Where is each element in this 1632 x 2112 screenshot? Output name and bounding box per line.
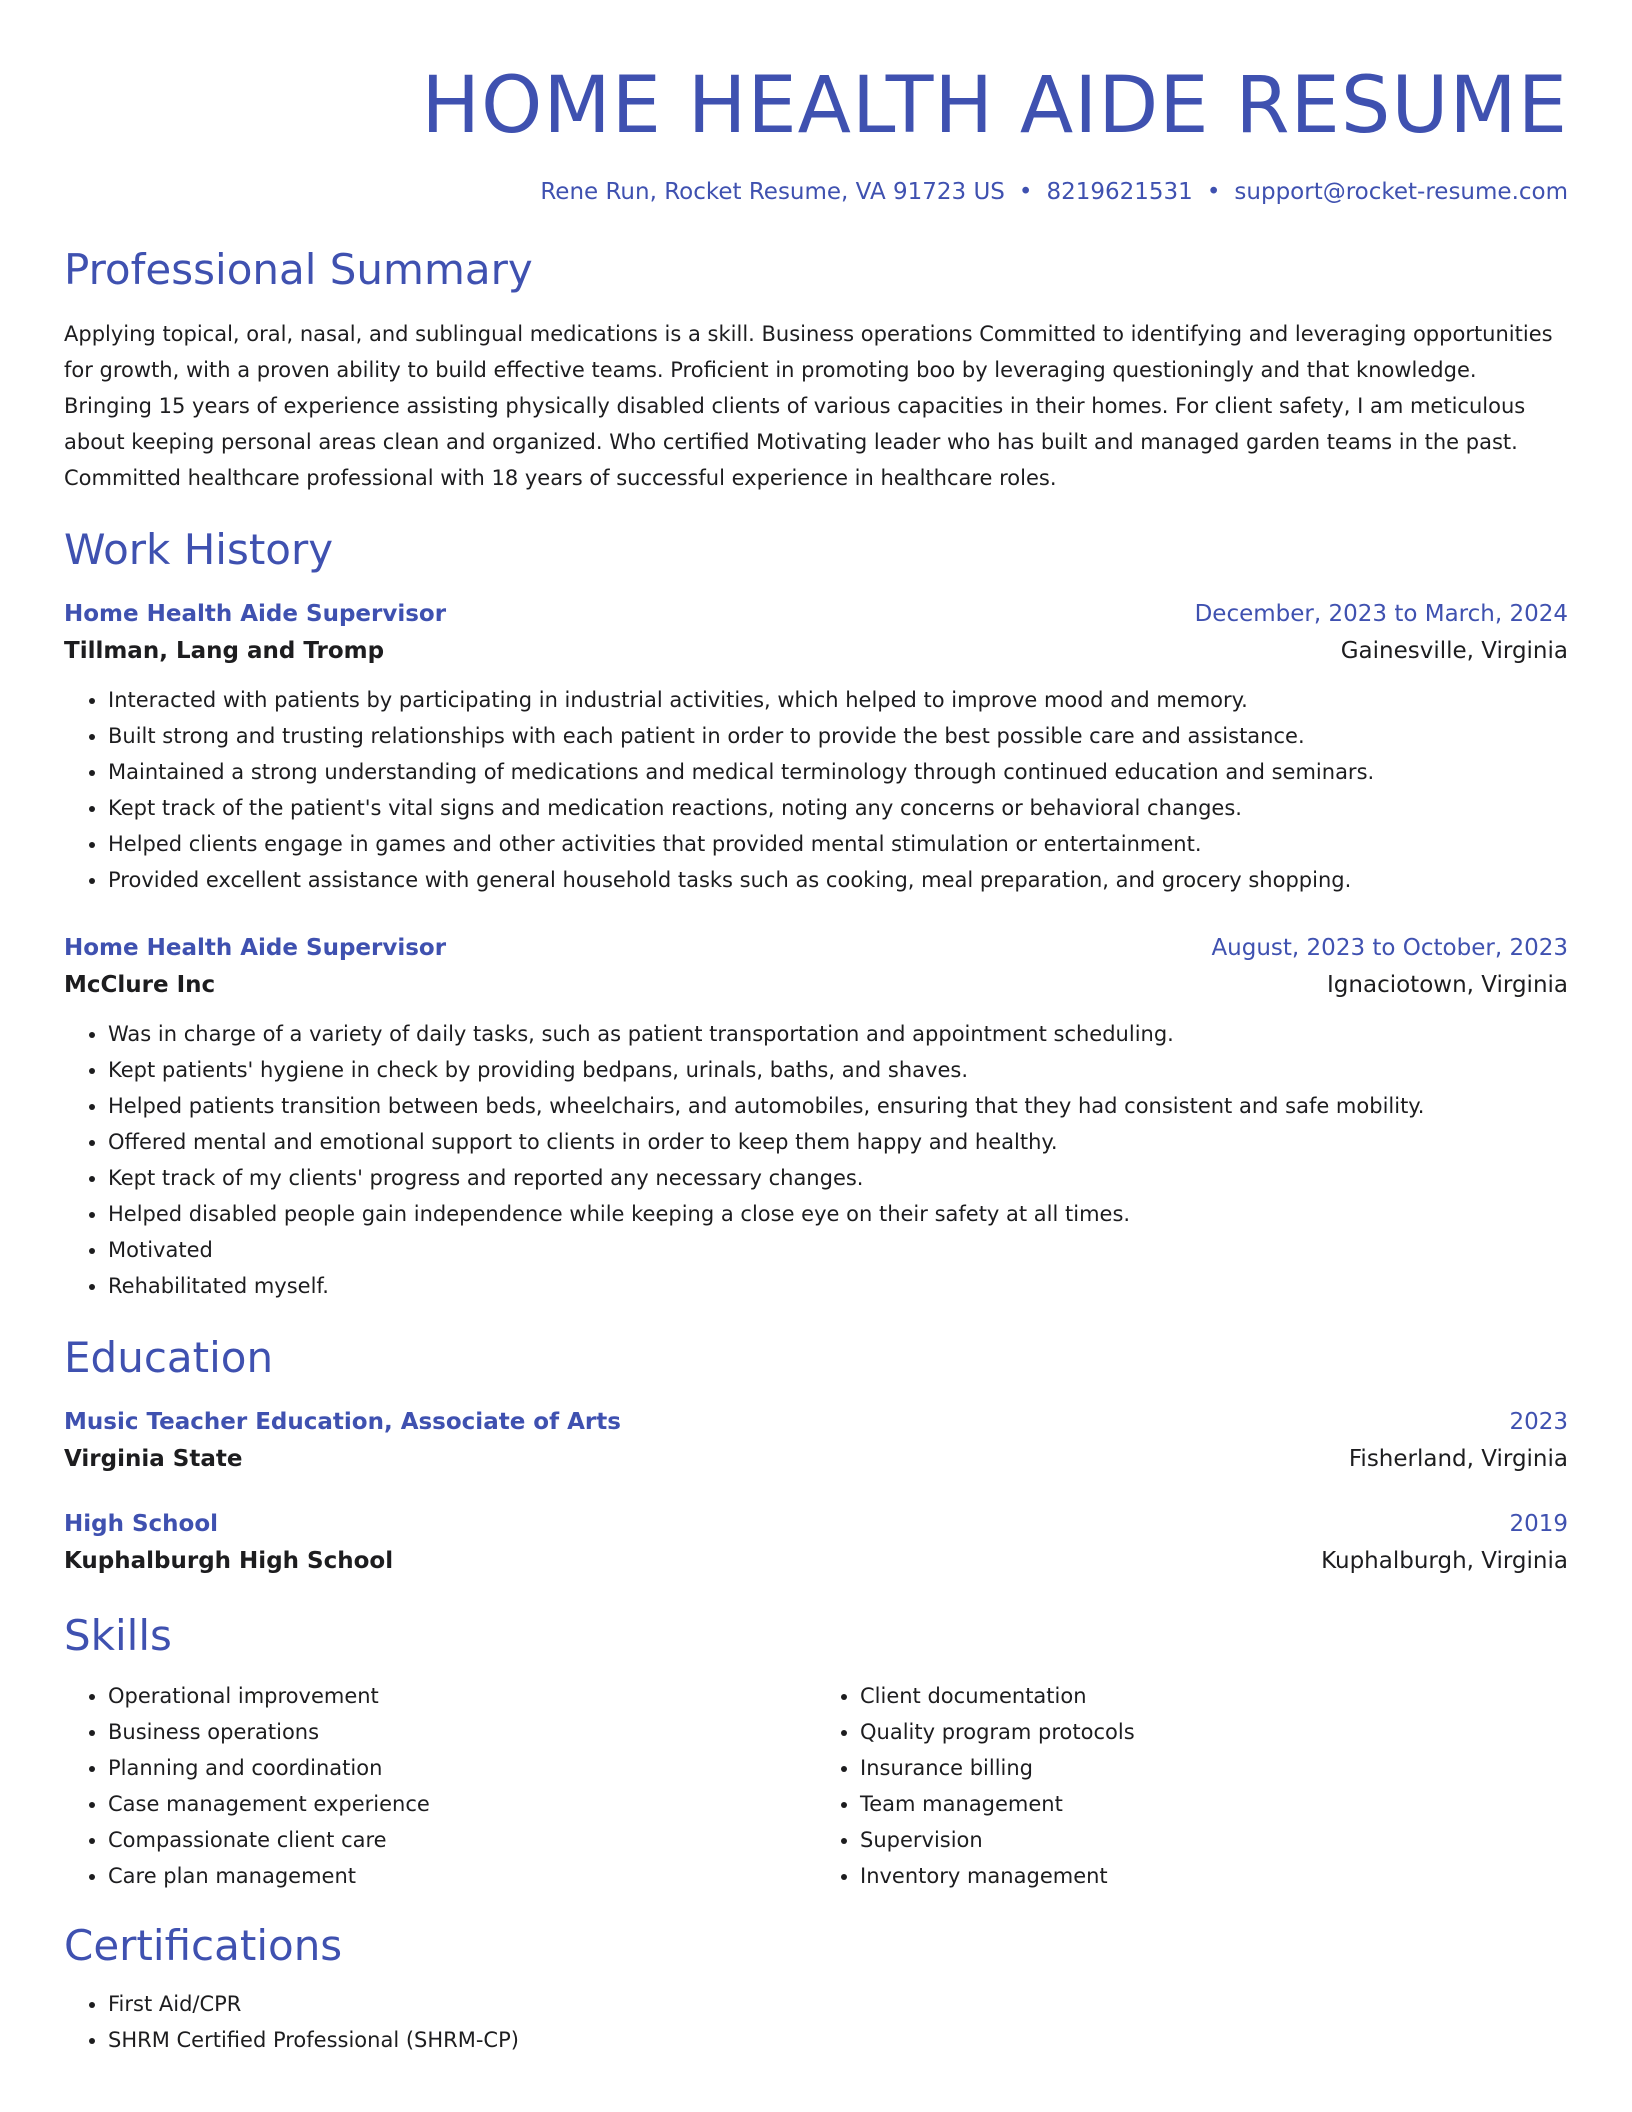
job-bullet: • Motivated: [108, 1232, 1568, 1268]
education-school: Kuphalburgh High School: [64, 1548, 394, 1574]
job-bullet: • Interacted with patients by participating in industrial activities, which helped to improve mood and memory.: [108, 682, 1568, 718]
skill-item: • Case management experience: [108, 1786, 816, 1822]
skills-list-right: [816, 1678, 1568, 1894]
job-dates: December, 2023 to March, 2024: [1194, 601, 1568, 627]
skill-item: • Supervision: [860, 1822, 1568, 1858]
job-title: Home Health Aide Supervisor: [64, 935, 447, 961]
job-bullets: [64, 682, 1568, 898]
certification-item: • SHRM Certified Professional (SHRM-CP): [108, 2022, 1568, 2058]
professional-summary-section: [64, 242, 1568, 496]
skill-item: • Care plan management: [108, 1858, 816, 1894]
job-bullet: • Kept track of the patient's vital signs and medication reactions, noting any concerns or behavioral changes.: [108, 790, 1568, 826]
education-header-row: [64, 1404, 1568, 1440]
job-bullet: • Offered mental and emotional support to clients in order to keep them happy and healthy.: [108, 1124, 1568, 1160]
education-degree: Music Teacher Education, Associate of Arts: [64, 1409, 621, 1435]
job-bullets: [64, 1016, 1568, 1304]
certification-item: • First Aid/CPR: [108, 1986, 1568, 2022]
job-title: Home Health Aide Supervisor: [64, 601, 447, 627]
skill-item: • Team management: [860, 1786, 1568, 1822]
skills-section: [64, 1608, 1568, 1894]
education-entry: [64, 1506, 1568, 1580]
skill-item: • Business operations: [108, 1714, 816, 1750]
skill-item: • Operational improvement: [108, 1678, 816, 1714]
skill-item: • Quality program protocols: [860, 1714, 1568, 1750]
job-bullet: • Rehabilitated myself.: [108, 1268, 1568, 1304]
education-entry: [64, 1404, 1568, 1478]
section-heading-work: Work History: [64, 525, 334, 574]
job-bullet: • Built strong and trusting relationships with each patient in order to provide the best possible care and assistance.: [108, 718, 1568, 754]
section-heading-skills: Skills: [64, 1611, 172, 1660]
job-bullet: • Provided excellent assistance with general household tasks such as cooking, meal preparation, and grocery shopping.: [108, 862, 1568, 898]
education-location: Fisherland, Virginia: [1348, 1446, 1568, 1472]
job-bullet: • Maintained a strong understanding of medications and medical terminology through continued education and seminars.: [108, 754, 1568, 790]
job-bullet: • Helped disabled people gain independence while keeping a close eye on their safety at all times.: [108, 1196, 1568, 1232]
skill-item: • Inventory management: [860, 1858, 1568, 1894]
education-year: 2023: [1509, 1409, 1568, 1435]
education-school: Virginia State: [64, 1446, 243, 1472]
job-employer-row: [64, 632, 1568, 670]
education-location: Kuphalburgh, Virginia: [1321, 1548, 1568, 1574]
summary-text: Applying topical, oral, nasal, and sublingual medications is a skill. Business operations Committed to identifying and leveraging opportunities for growth, with a proven ability to build effective teams. Proficient in promoting boo by leveraging questioningly and that knowledge. Bringing 15 years of experience assisting physically disabled clients of various capacities in their homes. For client safety, I am meticulous about keeping personal areas clean and organized. Who certified Motivating leader who has built and managed garden teams in the past. Committed healthcare professional with 18 years of successful experience in healthcare roles.: [64, 322, 1553, 490]
contact-email[interactable]: support@rocket-resume.com: [1234, 179, 1568, 205]
education-year: 2019: [1509, 1511, 1568, 1537]
section-heading-education: Education: [64, 1333, 274, 1382]
job-employer: Tillman, Lang and Tromp: [64, 638, 385, 664]
job-employer: McClure Inc: [64, 972, 216, 998]
work-history-section: [64, 522, 1568, 1304]
section-heading-certifications: Certifications: [64, 1921, 343, 1970]
job-entry: [64, 596, 1568, 898]
job-bullet: • Helped patients transition between beds, wheelchairs, and automobiles, ensuring that they had consistent and safe mobility.: [108, 1088, 1568, 1124]
job-bullet: • Was in charge of a variety of daily tasks, such as patient transportation and appointment scheduling.: [108, 1016, 1568, 1052]
job-location: Gainesville, Virginia: [1340, 638, 1568, 664]
education-school-row: [64, 1440, 1568, 1478]
skills-columns: [64, 1678, 1568, 1894]
contact-line: [64, 176, 1568, 208]
contact-phone: 8219621531: [1046, 179, 1193, 205]
job-bullet: • Kept patients' hygiene in check by providing bedpans, urinals, baths, and shaves.: [108, 1052, 1568, 1088]
separator-dot: •: [1018, 179, 1033, 205]
resume-title: HOME HEALTH AIDE RESUME: [421, 61, 1568, 151]
certifications-section: [64, 1918, 1568, 2058]
section-heading-summary: Professional Summary: [64, 245, 533, 294]
contact-address: Rene Run, Rocket Resume, VA 91723 US: [540, 179, 1005, 205]
skill-item: • Client documentation: [860, 1678, 1568, 1714]
job-bullet: • Kept track of my clients' progress and reported any necessary changes.: [108, 1160, 1568, 1196]
job-location: Ignaciotown, Virginia: [1327, 972, 1568, 998]
job-bullet: • Helped clients engage in games and other activities that provided mental stimulation or entertainment.: [108, 826, 1568, 862]
job-dates: August, 2023 to October, 2023: [1211, 935, 1568, 961]
job-header-row: [64, 930, 1568, 966]
education-degree: High School: [64, 1511, 219, 1537]
education-section: [64, 1330, 1568, 1580]
skill-item: • Planning and coordination: [108, 1750, 816, 1786]
job-employer-row: [64, 966, 1568, 1004]
job-entry: [64, 930, 1568, 1304]
job-header-row: [64, 596, 1568, 632]
skills-list-left: [64, 1678, 816, 1894]
education-school-row: [64, 1542, 1568, 1580]
skill-item: • Compassionate client care: [108, 1822, 816, 1858]
separator-dot: •: [1206, 179, 1221, 205]
skill-item: • Insurance billing: [860, 1750, 1568, 1786]
education-header-row: [64, 1506, 1568, 1542]
certifications-list: [64, 1986, 1568, 2058]
